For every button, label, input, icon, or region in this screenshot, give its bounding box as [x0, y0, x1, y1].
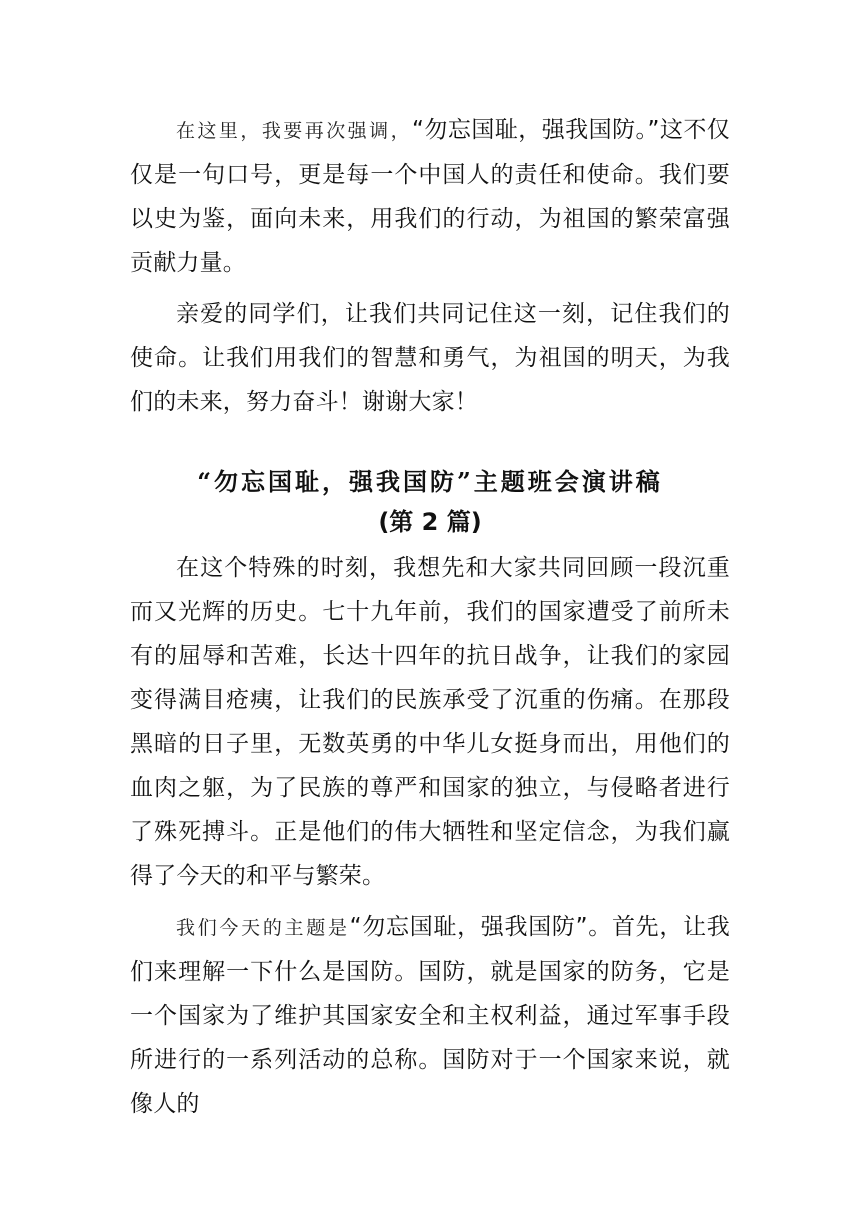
paragraph-text: 在这个特殊的时刻，我想先和大家共同回顾一段沉重而又光辉的历史。七十九年前，我们的国家遭受了前所未有的屈辱和苦难，长达十四年的抗日战争，让我们的家园变得满目疮痍，让我们的民族承受了沉重的伤痛。在那段黑暗的日子里，无数英勇的中华儿女挺身而出，用他们的血肉之躯，为了民族的尊严和国家的独立，与侵略者进行了殊死搏斗。正是他们的伟大牺牲和坚定信念，为我们赢得了今天的和平与繁荣。 [130, 555, 730, 889]
section-heading [130, 462, 730, 542]
speech-subtitle: (第 2 篇) [378, 508, 482, 536]
paragraph-closing [130, 292, 730, 424]
paragraph-text: “勿忘国耻，强我国防”。首先，让我们来理解一下什么是国防。国防，就是国家的防务，它是一个国家为了维护其国家安全和主权利益，通过军事手段所进行的一系列活动的总称。国防对于一个国家来说，就像人的 [130, 914, 730, 1117]
paragraph-theme [130, 905, 730, 1126]
document-page [130, 108, 730, 1126]
paragraph-history [130, 546, 730, 898]
paragraph-text: “勿忘国耻，强我国防。”这不仅仅是一句口号，更是每一个中国人的责任和使命。我们要以史为鉴，面向未来，用我们的行动，为祖国的繁荣富强贡献力量。 [130, 117, 730, 276]
paragraph-emphasis [130, 108, 730, 285]
paragraph-lead: 在这里，我要再次强调， [176, 120, 413, 142]
speech-title: “勿忘国耻，强我国防”主题班会演讲稿 [197, 467, 663, 496]
paragraph-lead: 我们今天的主题是 [176, 917, 350, 939]
paragraph-text: 亲爱的同学们，让我们共同记住这一刻，记住我们的使命。让我们用我们的智慧和勇气，为祖国的明天，为我们的未来，努力奋斗！谢谢大家！ [130, 301, 730, 415]
